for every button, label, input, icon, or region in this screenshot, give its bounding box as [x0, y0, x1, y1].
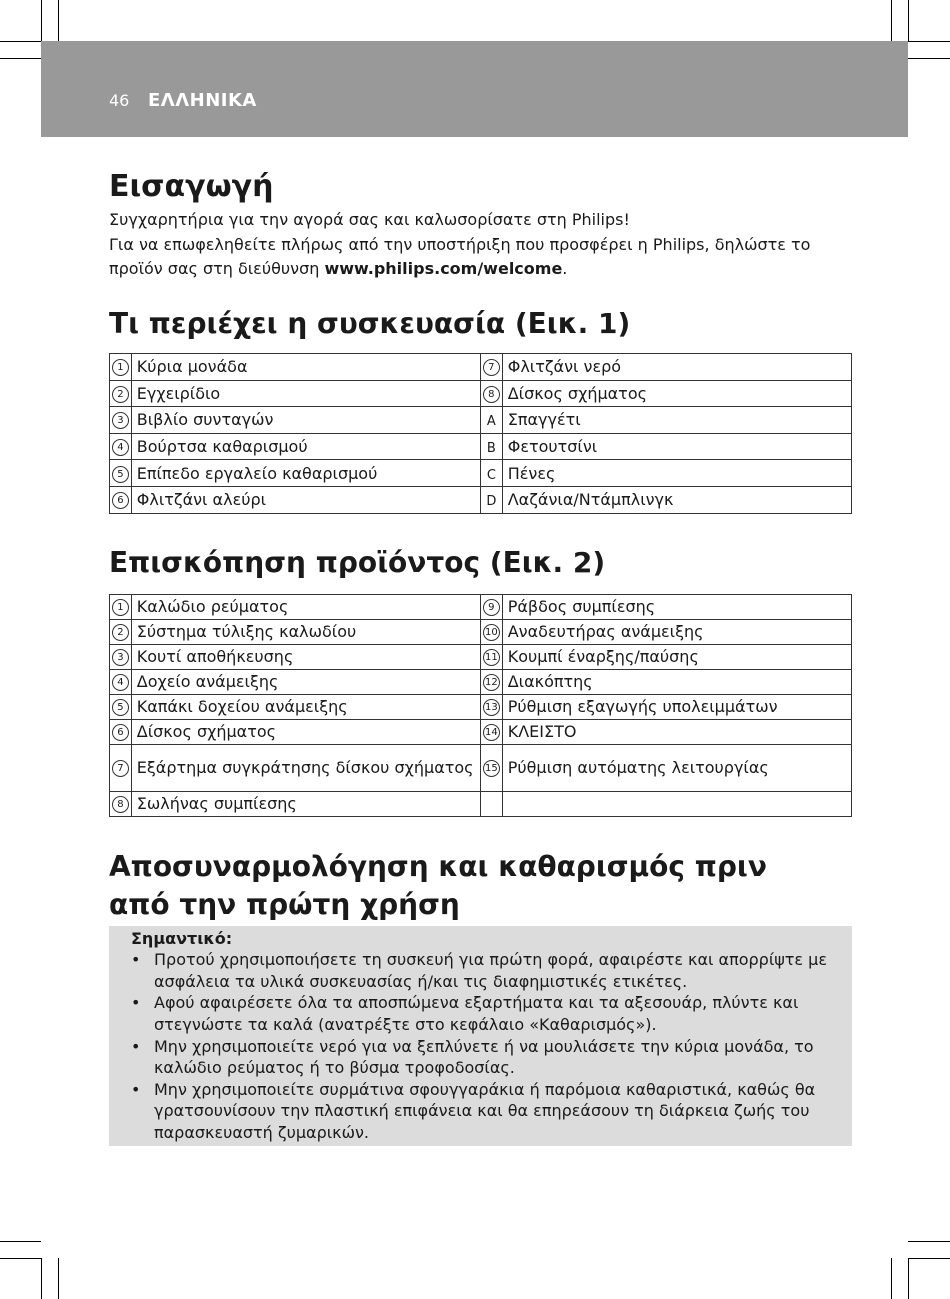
- item-number: [480, 791, 502, 816]
- bullet-text: Αφού αφαιρέσετε όλα τα αποσπώμενα εξαρτήματα και τα αξεσουάρ, πλύντε και στεγνώστε τα καλά (ανατρέξτε στο κεφάλαιο «Καθαρισμός»).: [154, 993, 799, 1034]
- item-number: [110, 744, 132, 791]
- item-label: Δίσκος σχήματος: [131, 719, 480, 744]
- crop-mark: [58, 1258, 59, 1299]
- header-bar: [41, 41, 908, 137]
- crop-mark: [41, 1258, 42, 1299]
- item-number: [110, 694, 132, 719]
- item-number: [480, 407, 502, 434]
- intro-line-2: [109, 233, 852, 281]
- item-label: Λαζάνια/Ντάμπλινγκ: [502, 486, 851, 513]
- item-number: [480, 433, 502, 460]
- item-label: Πένες: [502, 460, 851, 487]
- circled-number: 1: [112, 359, 129, 376]
- intro-title: Εισαγωγή: [109, 169, 274, 204]
- item-number: [480, 380, 502, 407]
- item-label: Κύρια μονάδα: [131, 354, 480, 381]
- table-row: [110, 719, 852, 744]
- welcome-link[interactable]: www.philips.com/welcome: [324, 259, 563, 278]
- item-label: [502, 791, 851, 816]
- item-letter: A: [486, 414, 496, 430]
- item-number: [480, 669, 502, 694]
- item-number: [480, 594, 502, 619]
- list-item: [131, 949, 830, 992]
- item-label: Δίσκος σχήματος: [502, 380, 851, 407]
- crop-mark: [908, 0, 909, 41]
- crop-mark: [0, 1241, 41, 1242]
- bullet-text: Μην χρησιμοποιείτε νερό για να ξεπλύνετε ή να μουλιάσετε την κύρια μονάδα, το καλώδιο ρεύματος ή το βύσμα τροφοδοσίας.: [154, 1036, 814, 1078]
- item-label: Διακόπτης: [502, 669, 851, 694]
- language-label: ΕΛΛΗΝΙΚΑ: [148, 90, 257, 111]
- circled-number: 11: [483, 649, 500, 666]
- bullet-icon: •: [131, 1079, 141, 1099]
- item-label: Εγχειρίδιο: [131, 380, 480, 407]
- table-row: [110, 460, 852, 487]
- item-label: Ράβδος συμπίεσης: [502, 594, 851, 619]
- circled-number: 10: [483, 624, 500, 641]
- item-label: Κουμπί έναρξης/παύσης: [502, 644, 851, 669]
- circled-number: 12: [483, 674, 500, 691]
- circled-number: 2: [112, 386, 129, 403]
- page-number: 46: [109, 91, 130, 110]
- circled-number: 9: [483, 599, 500, 616]
- circled-number: 7: [483, 359, 500, 376]
- bullet-text: Προτού χρησιμοποιήσετε τη συσκευή για πρώτη φορά, αφαιρέστε και απορρίψτε με ασφάλεια τα υλικά συσκευασίας ή/και τις διαφημιστικές ετικέτες.: [154, 950, 827, 991]
- crop-mark: [0, 41, 41, 42]
- package-title: Τι περιέχει η συσκευασία (Εικ. 1): [109, 307, 631, 340]
- list-item: [131, 1036, 830, 1079]
- item-number: [480, 486, 502, 513]
- circled-number: 3: [112, 649, 129, 666]
- item-number: [110, 644, 132, 669]
- table-row: [110, 380, 852, 407]
- circled-number: 6: [112, 724, 129, 741]
- item-number: [480, 460, 502, 487]
- intro-text-end: .: [562, 259, 568, 278]
- item-label: Φετουτσίνι: [502, 433, 851, 460]
- circled-number: 4: [112, 439, 129, 456]
- intro-line-1: Συγχαρητήρια για την αγορά σας και καλωσορίσατε στη Philips!: [109, 210, 630, 229]
- item-label: Επίπεδο εργαλείο καθαρισμού: [131, 460, 480, 487]
- bullet-icon: •: [131, 950, 141, 970]
- list-item: [131, 992, 830, 1035]
- important-note: [109, 926, 852, 1146]
- crop-mark: [908, 1258, 909, 1299]
- circled-number: 5: [112, 466, 129, 483]
- item-label: Σπαγγέτι: [502, 407, 851, 434]
- circled-number: 2: [112, 624, 129, 641]
- table-row: [110, 644, 852, 669]
- item-number: [110, 791, 132, 816]
- item-number: [110, 619, 132, 644]
- item-number: [480, 744, 502, 791]
- cleaning-title: Αποσυναρμολόγηση και καθαρισμός πριν από την πρώτη χρήση: [109, 849, 767, 921]
- item-number: [480, 644, 502, 669]
- crop-mark: [0, 58, 41, 59]
- item-label: Καπάκι δοχείου ανάμειξης: [131, 694, 480, 719]
- table-row: [110, 407, 852, 434]
- bullet-text: Μην χρησιμοποιείτε συρμάτινα σφουγγαράκια ή παρόμοια καθαριστικά, καθώς θα γρατσουνίσουν την πλαστική επιφάνεια και θα επηρεάσουν τη διάρκεια ζωής του παρασκευαστή ζυμαρικών.: [154, 1079, 816, 1142]
- item-label: Δοχείο ανάμειξης: [131, 669, 480, 694]
- crop-mark: [891, 1258, 892, 1299]
- circled-number: 1: [112, 599, 129, 616]
- circled-number: 8: [483, 386, 500, 403]
- crop-mark: [908, 58, 950, 59]
- crop-mark: [58, 0, 59, 41]
- note-title: Σημαντικό:: [131, 928, 233, 948]
- table-row: [110, 694, 852, 719]
- item-letter: C: [486, 467, 496, 483]
- item-letter: D: [486, 494, 497, 510]
- item-label: Βιβλίο συνταγών: [131, 407, 480, 434]
- item-label: Σωλήνας συμπίεσης: [131, 791, 480, 816]
- circled-number: 8: [112, 796, 129, 813]
- circled-number: 13: [483, 699, 500, 716]
- circled-number: 6: [112, 492, 129, 509]
- item-label: Ρύθμιση εξαγωγής υπολειμμάτων: [502, 694, 851, 719]
- item-label: Αναδευτήρας ανάμειξης: [502, 619, 851, 644]
- table-row: [110, 669, 852, 694]
- circled-number: 4: [112, 674, 129, 691]
- item-number: [110, 486, 132, 513]
- intro-text: Για να επωφεληθείτε πλήρως από την υποστήριξη που προσφέρει η Philips, δηλώστε το προϊόν σας στη διεύθυνση: [109, 235, 811, 278]
- table-row: [110, 354, 852, 381]
- item-letter: B: [486, 441, 496, 457]
- crop-mark: [891, 0, 892, 41]
- item-label: Εξάρτημα συγκράτησης δίσκου σχήματος: [131, 744, 480, 791]
- table-row: [110, 744, 852, 791]
- page-content: [109, 168, 852, 1146]
- note-bullets: [131, 949, 830, 1143]
- item-number: [110, 594, 132, 619]
- item-number: [480, 619, 502, 644]
- bullet-icon: •: [131, 993, 141, 1013]
- item-label: Καλώδιο ρεύματος: [131, 594, 480, 619]
- item-label: Κουτί αποθήκευσης: [131, 644, 480, 669]
- table-row: [110, 486, 852, 513]
- item-number: [480, 719, 502, 744]
- item-number: [480, 694, 502, 719]
- table-row: [110, 433, 852, 460]
- item-label: Φλιτζάνι νερό: [502, 354, 851, 381]
- item-number: [480, 354, 502, 381]
- table-row: [110, 594, 852, 619]
- item-number: [110, 669, 132, 694]
- bullet-icon: •: [131, 1036, 141, 1056]
- package-table: [109, 353, 852, 514]
- item-label: Σύστημα τύλιξης καλωδίου: [131, 619, 480, 644]
- item-number: [110, 719, 132, 744]
- overview-title: Επισκόπηση προϊόντος (Εικ. 2): [109, 545, 606, 579]
- circled-number: 14: [483, 724, 500, 741]
- item-number: [110, 354, 132, 381]
- item-label: Βούρτσα καθαρισμού: [131, 433, 480, 460]
- table-row: [110, 791, 852, 816]
- circled-number: 5: [112, 699, 129, 716]
- item-label: Φλιτζάνι αλεύρι: [131, 486, 480, 513]
- crop-mark: [908, 41, 950, 42]
- circled-number: 3: [112, 412, 129, 429]
- crop-mark: [0, 1258, 41, 1259]
- item-label: ΚΛΕΙΣΤΟ: [502, 719, 851, 744]
- item-number: [110, 380, 132, 407]
- circled-number: 15: [483, 760, 500, 777]
- circled-number: 7: [112, 760, 129, 777]
- item-number: [110, 460, 132, 487]
- overview-table: [109, 594, 852, 817]
- item-number: [110, 407, 132, 434]
- item-number: [110, 433, 132, 460]
- crop-mark: [908, 1258, 950, 1259]
- list-item: [131, 1079, 830, 1144]
- crop-mark: [908, 1241, 950, 1242]
- item-label: Ρύθμιση αυτόματης λειτουργίας: [502, 744, 851, 791]
- table-row: [110, 619, 852, 644]
- crop-mark: [41, 0, 42, 41]
